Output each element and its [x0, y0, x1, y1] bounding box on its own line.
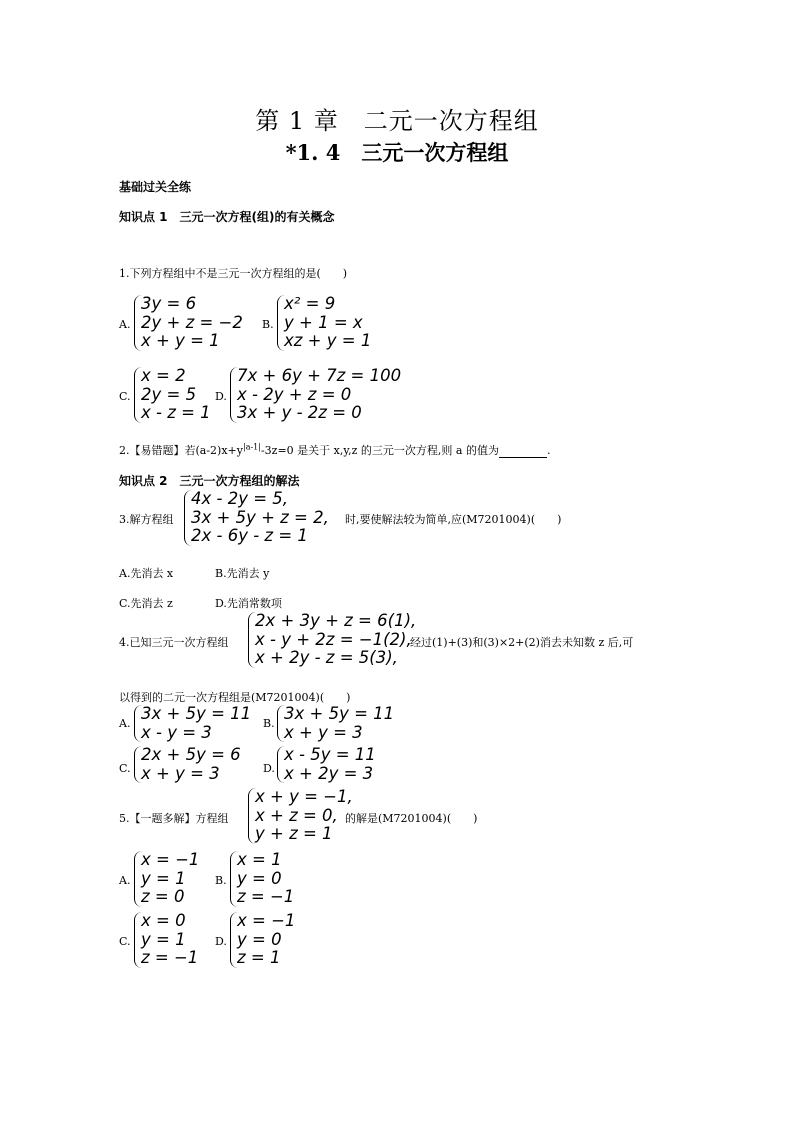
equation: 2y = 5 [141, 384, 197, 404]
equation: x = 1 [237, 850, 282, 869]
q4-option-b-label: B. [263, 717, 275, 730]
equation: x = −1 [141, 850, 200, 869]
chapter-title: 第 1 章 二元一次方程组 [255, 107, 539, 135]
q5-option-d-label: D. [215, 935, 227, 948]
q5-option-b-label: B. [215, 874, 227, 887]
equation: 3x + 5y = 11 [141, 704, 252, 723]
q4-system [248, 612, 416, 668]
q2-suffix: -3z=0 是关于 x,y,z 的三元一次方程,则 a 的值为 [260, 444, 499, 457]
q5-system [248, 788, 353, 844]
equation: 2x - 6y - z = 1 [191, 526, 308, 545]
equation: 3x + y - 2z = 0 [237, 403, 362, 422]
q1-option-b-system [277, 295, 371, 351]
q5-suffix: 的解是(M7201004)( ) [345, 812, 478, 825]
equation: z = −1 [237, 887, 295, 906]
equation: x - y + 2z = −1(2), [255, 629, 412, 649]
q1-option-d-system [230, 367, 401, 423]
q2-stem [119, 442, 550, 458]
q3-suffix: 时,要使解法较为简单,应(M7201004)( ) [345, 513, 562, 526]
q3-option-b: B.先消去 y [215, 567, 270, 580]
equation: 3y = 6 [141, 294, 197, 313]
q4-option-c-system [134, 746, 241, 783]
knowledge-point-2: 知识点 2 三元一次方程组的解法 [119, 474, 300, 488]
equation: y + z = 1 [255, 824, 333, 843]
equation: y = 0 [237, 929, 282, 949]
q1-option-a-system [134, 295, 243, 351]
equation: x - 5y = 11 [284, 745, 376, 764]
q1-stem: 1.下列方程组中不是三元一次方程组的是( ) [119, 267, 348, 280]
equation: x² = 9 [284, 294, 336, 313]
equation: 7x + 6y + 7z = 100 [237, 366, 402, 385]
q4-option-d-label: D. [263, 762, 275, 775]
q4-option-c-label: C. [119, 762, 131, 775]
q3-system [184, 490, 329, 546]
equation: x + y = 3 [141, 763, 220, 783]
equation: x - y = 3 [141, 722, 212, 742]
q1-option-a-label: A. [119, 318, 131, 331]
equation: 4x - 2y = 5, [191, 489, 289, 508]
q2-exponent: |a-1| [243, 442, 261, 452]
q3-option-a: A.先消去 x [119, 567, 174, 580]
q3-option-d: D.先消常数项 [215, 597, 282, 610]
equation: x = −1 [237, 911, 296, 930]
q1-option-b-label: B. [262, 318, 274, 331]
q5-option-a-label: A. [119, 874, 131, 887]
equation: x + y = −1, [255, 787, 353, 806]
equation: x = 2 [141, 366, 186, 385]
equation: x + 2y - z = 5(3), [255, 648, 398, 667]
equation: 3x + 5y = 11 [284, 704, 395, 723]
q1-option-d-label: D. [215, 390, 227, 403]
q2-answer-blank[interactable] [499, 447, 547, 458]
q3-prefix: 3.解方程组 [119, 513, 174, 526]
q5-option-c-label: C. [119, 935, 131, 948]
q5-prefix: 5.【一题多解】方程组 [119, 812, 229, 825]
equation: y + 1 = x [284, 312, 363, 332]
equation: 2y + z = −2 [141, 312, 243, 332]
equation: x - 2y + z = 0 [237, 384, 352, 404]
equation: z = 1 [237, 948, 281, 967]
equation: y = 0 [237, 868, 282, 888]
q5-option-c-system [134, 912, 198, 968]
equation: x + 2y = 3 [284, 763, 374, 783]
equation: z = 0 [141, 887, 185, 906]
equation: x + z = 0, [255, 805, 338, 825]
q5-option-b-system [230, 851, 294, 907]
q2-prefix: 2.【易错题】若(a-2)x+y [119, 444, 243, 457]
q5-option-d-system [230, 912, 295, 968]
equation: 3x + 5y + z = 2, [191, 507, 329, 527]
knowledge-point-1: 知识点 1 三元一次方程(组)的有关概念 [119, 210, 335, 224]
q4-stem-line2: 以得到的二元一次方程组是(M7201004)( ) [119, 691, 351, 704]
equation: z = −1 [141, 948, 199, 967]
q1-option-c-label: C. [119, 390, 131, 403]
q4-option-a-system [134, 705, 251, 742]
section-title: *1. 4 三元一次方程组 [285, 140, 509, 165]
q5-option-a-system [134, 851, 199, 907]
q4-prefix: 4.已知三元一次方程组 [119, 636, 229, 649]
q2-end: . [546, 444, 551, 457]
q4-suffix: 经过(1)+(3)和(3)×2+(2)消去未知数 z 后,可 [410, 636, 634, 649]
q4-option-d-system [277, 746, 376, 783]
equation: 2x + 5y = 6 [141, 745, 241, 764]
q4-option-b-system [277, 705, 394, 742]
equation: x + y = 3 [284, 722, 363, 742]
equation: x - z = 1 [141, 403, 211, 422]
q1-option-c-system [134, 367, 211, 423]
practice-label: 基础过关全练 [119, 180, 192, 194]
equation: xz + y = 1 [284, 331, 372, 350]
q3-option-c: C.先消去 z [119, 597, 173, 610]
equation: x + y = 1 [141, 331, 220, 350]
equation: y = 1 [141, 868, 186, 888]
equation: x = 0 [141, 911, 186, 930]
q4-option-a-label: A. [119, 717, 131, 730]
equation: y = 1 [141, 929, 186, 949]
equation: 2x + 3y + z = 6(1), [255, 611, 417, 630]
